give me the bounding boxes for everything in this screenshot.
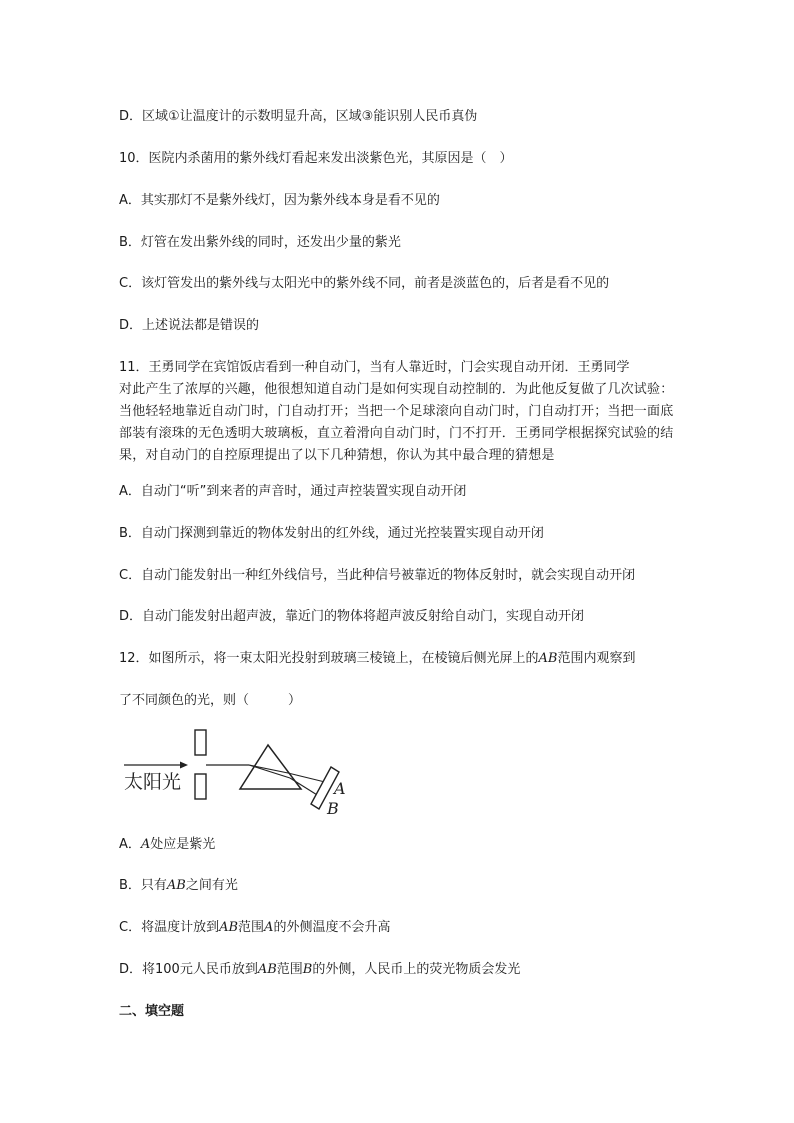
q12-option-b-var: AB — [166, 878, 186, 893]
q12-option-d-text: 的外侧，人民币上的荧光物质会发光 — [312, 962, 521, 977]
q12-option-d-label: D．将100元人民币放到 — [119, 962, 258, 977]
q10-option-d: D．上述说法都是错误的 — [119, 318, 260, 333]
prism — [240, 745, 301, 789]
sunlight-arrowhead — [180, 762, 188, 769]
q12-option-c-var1: AB — [219, 920, 239, 935]
q12-stem-line1 — [119, 650, 636, 668]
q12-option-b — [119, 877, 238, 895]
label-b: B — [327, 799, 339, 818]
q12-option-b-text: 之间有光 — [185, 878, 238, 893]
prism-diagram — [118, 722, 358, 832]
q11-option-b: B．自动门探测到靠近的物体发射出的红外线，通过光控装置实现自动开闭 — [119, 526, 544, 541]
q12-option-d — [119, 961, 520, 979]
q11-stem-rest: 对此产生了浓厚的兴趣，他很想知道自动门是如何实现自动控制的．为此他反复做了几次试验：当他轻轻地靠近自动门时，门自动打开；当把一个足球滚向自动门时，门自动打开；当把一面底部装有滚珠的无色透明大玻璃板，直立着滑向自动门时，门不打开．王勇同学根据探究试验的结果，对自动门的自控原理提出了以下几种猜想，你认为其中最合理的猜想是 — [119, 382, 674, 463]
q12-option-c-label: C．将温度计放到 — [119, 920, 220, 935]
slit-upper-block — [195, 730, 206, 755]
slit-lower-block — [195, 774, 206, 799]
section-title: 二、填空题 — [119, 1004, 185, 1019]
q12-option-c-var2: A — [264, 920, 274, 935]
q12-option-c-text: 的外侧温度不会升高 — [273, 920, 391, 935]
q12-option-a-var: A — [140, 837, 151, 852]
q11-option-a: A．自动门“听”到来者的声音时，通过声控装置实现自动开闭 — [119, 484, 467, 499]
q12-option-d-var2: B — [302, 962, 313, 977]
q12-option-c-mid: 范围 — [238, 920, 265, 935]
q10-option-c: C．该灯管发出的紫外线与太阳光中的紫外线不同，前者是淡蓝色的，后者是看不见的 — [119, 276, 610, 291]
label-a: A — [334, 779, 346, 798]
q12-option-a-label: A． — [119, 837, 141, 852]
q12-option-c — [119, 919, 390, 937]
q12-option-b-label: B．只有 — [119, 878, 167, 893]
q9-option-d: D．区域①让温度计的示数明显升高，区域③能识别人民币真伪 — [119, 109, 478, 124]
q11-option-d: D．自动门能发射出超声波，靠近门的物体将超声波反射给自动门，实现自动开闭 — [119, 609, 585, 624]
q12-option-a — [119, 836, 215, 854]
q12-stem-text-post: 范围内观察到 — [557, 651, 636, 666]
q12-option-a-text: 处应是紫光 — [150, 837, 216, 852]
sunlight-label: 太阳光 — [124, 771, 182, 793]
q10-option-a: A．其实那灯不是紫外线灯，因为紫外线本身是看不见的 — [119, 193, 440, 208]
q12-stem-line2: 了不同颜色的光，则（ ） — [119, 693, 302, 708]
q12-option-d-var1: AB — [257, 962, 277, 977]
q11-option-c: C．自动门能发射出一种红外线信号，当此种信号被靠近的物体反射时，就会实现自动开闭 — [119, 568, 636, 583]
q12-option-d-mid: 范围 — [276, 962, 303, 977]
q12-stem-var-ab: AB — [538, 651, 558, 666]
q10-option-b: B．灯管在发出紫外线的同时，还发出少量的紫光 — [119, 235, 401, 250]
q10-stem: 10．医院内杀菌用的紫外线灯看起来发出淡紫色光，其原因是（ ） — [119, 151, 513, 166]
q11-stem-line1: 11．王勇同学在宾馆饭店看到一种自动门，当有人靠近时，门会实现自动开闭．王勇同学 — [119, 360, 630, 375]
q12-stem-text: 12．如图所示，将一束太阳光投射到玻璃三棱镜上，在棱镜后侧光屏上的 — [119, 651, 539, 666]
